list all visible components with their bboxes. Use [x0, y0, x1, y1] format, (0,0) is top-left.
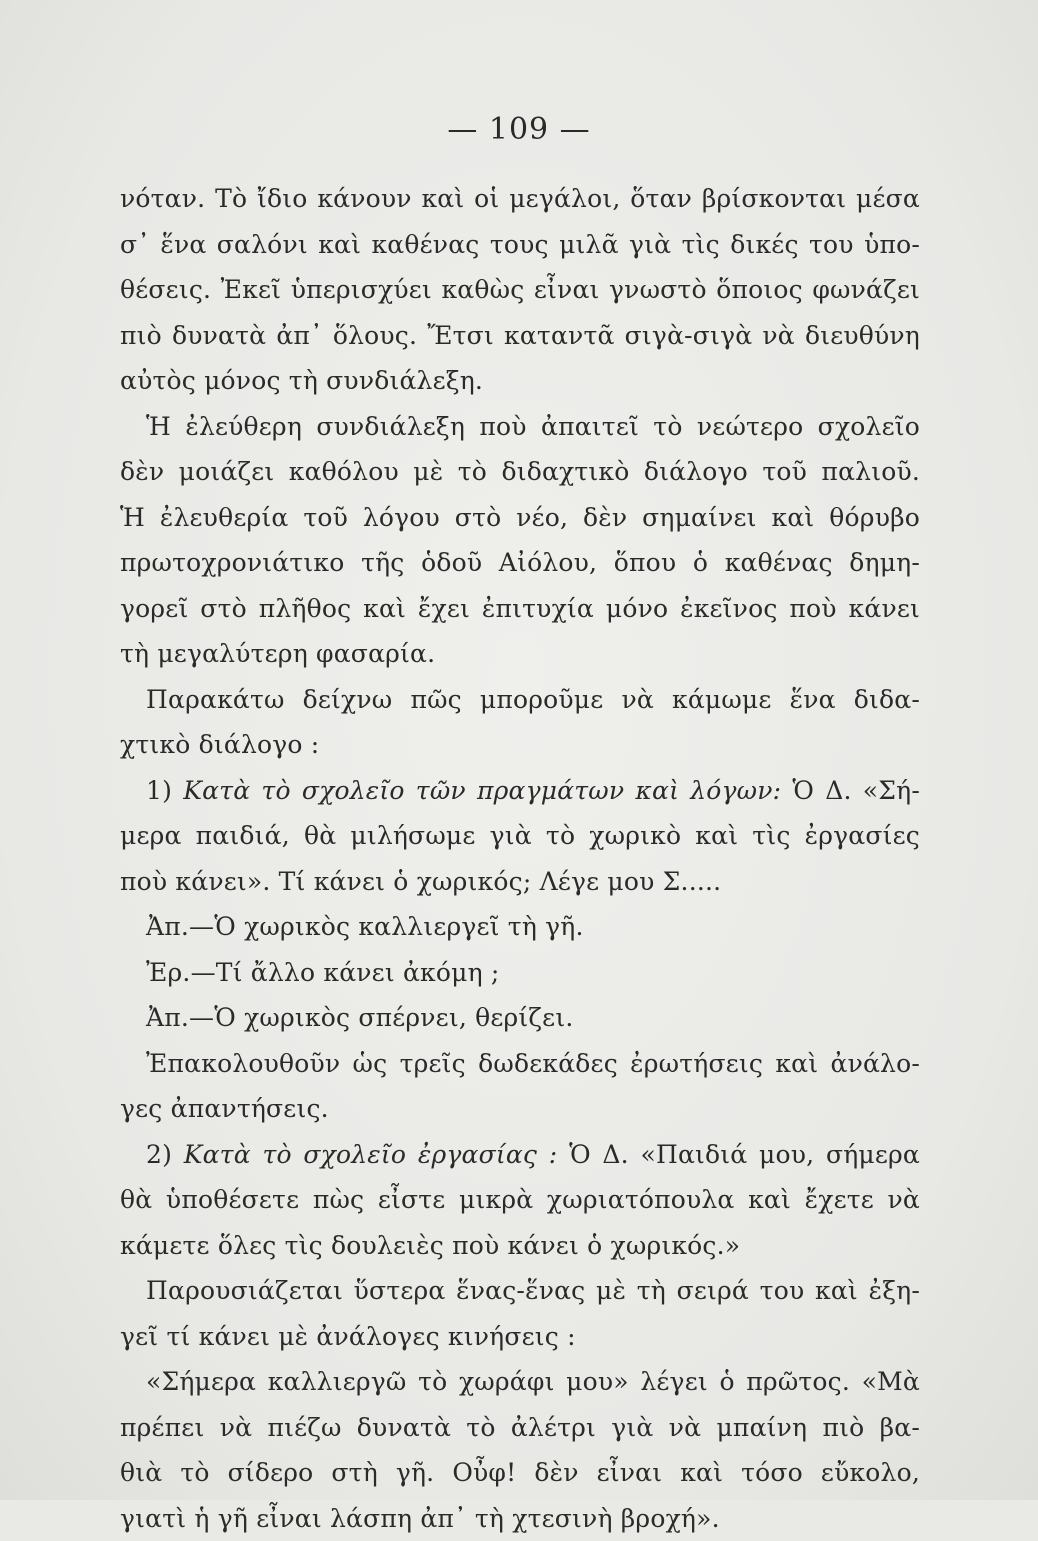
paragraph-start-line: «Σήμερα καλλιεργῶ τὸ χωράφι μου» λέγει ὁ πρῶτος. «Μὰ — [120, 1359, 920, 1405]
text-line: τὴ μεγαλύτερη φασαρία. — [120, 631, 920, 677]
text-line: κάμετε ὅλες τὶς δουλειὲς ποὺ κάνει ὁ χωρικός.» — [120, 1223, 920, 1269]
text-line: αὐτὸς μόνος τὴ συνδιάλεξη. — [120, 358, 920, 404]
text-line: σ᾿ ἕνα σαλόνι καὶ καθένας τους μιλᾶ γιὰ τὶς δικές του ὑπο- — [120, 222, 920, 268]
page-number: — 109 — — [0, 112, 1038, 147]
dialogue-line: Ἐρ.—Τί ἄλλο κάνει ἀκόμη ; — [120, 950, 920, 996]
text-line: θιὰ τὸ σίδερο στὴ γῆ. Οὖφ! δὲν εἶναι καὶ τόσο εὔκολο, — [120, 1450, 920, 1496]
paragraph-start-line: Ἡ ἐλεύθερη συνδιάλεξη ποὺ ἀπαιτεῖ τὸ νεώτερο σχολεῖο — [120, 404, 920, 450]
dialogue-start: Ὁ Δ. «Σή- — [781, 776, 920, 805]
item-number: 2) — [146, 1140, 184, 1169]
dialogue-start: Ὁ Δ. «Παιδιά μου, σήμερα — [557, 1140, 920, 1169]
text-line: μερα παιδιά, θὰ μιλήσωμε γιὰ τὸ χωρικὸ καὶ τὶς ἐργασίες — [120, 813, 920, 859]
method-title: Κατὰ τὸ σχολεῖο ἐργασίας : — [184, 1140, 558, 1169]
text-line: γορεῖ στὸ πλῆθος καὶ ἔχει ἐπιτυχία μόνο ἐκεῖνος ποὺ κάνει — [120, 586, 920, 632]
text-line: γες ἀπαντήσεις. — [120, 1086, 920, 1132]
text-line: θέσεις. Ἐκεῖ ὑπερισχύει καθὼς εἶναι γνωστὸ ὅποιος φωνάζει — [120, 267, 920, 313]
paragraph-start-line: Παρουσιάζεται ὕστερα ἕνας-ἕνας μὲ τὴ σειρά του καὶ ἐξη- — [120, 1268, 920, 1314]
method-one-heading-line — [120, 768, 920, 814]
text-line: πρέπει νὰ πιέζω δυνατὰ τὸ ἀλέτρι γιὰ νὰ μπαίνη πιὸ βα- — [120, 1405, 920, 1451]
text-line: πιὸ δυνατὰ ἀπ᾿ ὅλους. Ἔτσι καταντᾶ σιγὰ-σιγὰ νὰ διευθύνη — [120, 313, 920, 359]
method-two-heading-line — [120, 1132, 920, 1178]
paragraph-start-line: Παρακάτω δείχνω πῶς μποροῦμε νὰ κάμωμε ἕνα διδα- — [120, 677, 920, 723]
text-line: γιατὶ ἡ γῆ εἶναι λάσπη ἀπ᾿ τὴ χτεσινὴ βροχή». — [120, 1496, 920, 1541]
text-line: Ἡ ἐλευθερία τοῦ λόγου στὸ νέο, δὲν σημαίνει καὶ θόρυβο — [120, 495, 920, 541]
text-line: ποὺ κάνει». Τί κάνει ὁ χωρικός; Λέγε μου Σ..... — [120, 859, 920, 905]
text-line: νόταν. Τὸ ἴδιο κάνουν καὶ οἱ μεγάλοι, ὅταν βρίσκονται μέσα — [120, 176, 920, 222]
text-line: θὰ ὑποθέσετε πὼς εἶστε μικρὰ χωριατόπουλα καὶ ἔχετε νὰ — [120, 1177, 920, 1223]
paragraph-start-line: Ἐπακολουθοῦν ὡς τρεῖς δωδεκάδες ἐρωτήσεις καὶ ἀνάλο- — [120, 1041, 920, 1087]
item-number: 1) — [146, 776, 183, 805]
text-line: γεῖ τί κάνει μὲ ἀνάλογες κινήσεις : — [120, 1314, 920, 1360]
method-title: Κατὰ τὸ σχολεῖο τῶν πραγμάτων καὶ λόγων: — [183, 776, 781, 805]
text-line: πρωτοχρονιάτικο τῆς ὁδοῦ Αἰόλου, ὅπου ὁ καθένας δημη- — [120, 540, 920, 586]
dialogue-line: Ἀπ.—Ὁ χωρικὸς καλλιεργεῖ τὴ γῆ. — [120, 904, 920, 950]
dialogue-line: Ἀπ.—Ὁ χωρικὸς σπέρνει, θερίζει. — [120, 995, 920, 1041]
text-line: χτικὸ διάλογο : — [120, 722, 920, 768]
body-text — [120, 176, 920, 1541]
text-line: δὲν μοιάζει καθόλου μὲ τὸ διδαχτικὸ διάλογο τοῦ παλιοῦ. — [120, 449, 920, 495]
